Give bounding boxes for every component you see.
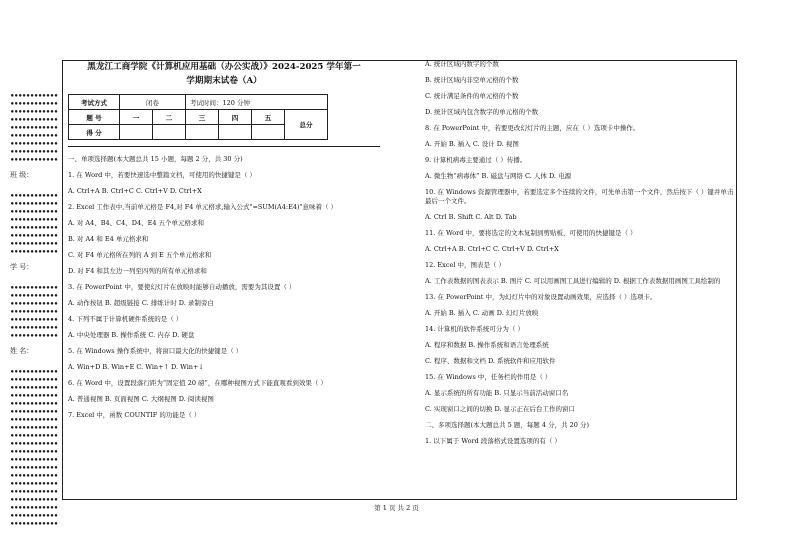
- question-line: A. 开始 B. 插入 C. 设计 D. 视图: [425, 140, 519, 148]
- question-line: 12. Excel 中，图表是（ ）: [425, 261, 506, 269]
- question-line: C. 统计满足条件的单元格的个数: [425, 92, 519, 100]
- score-table: [68, 94, 328, 140]
- question-line: 6. 在 Word 中，设置段落行距为“固定值 20 磅”，在哪种视图方式下能直观看到效果（ ）: [68, 379, 327, 387]
- question-line: 11. 在 Word 中，要将选定的文本复制到剪贴板，可使用的快捷键是（ ）: [425, 229, 637, 237]
- question-line: 15. 在 Windows 中，任务栏的作用是（ ）: [425, 373, 552, 381]
- exam-title: [68, 60, 380, 88]
- class-label: 班 级：: [10, 171, 34, 179]
- question-line: A. Win+D B. Win+E C. Win+↑ D. Win+↓: [68, 363, 204, 371]
- question-line: 2. Excel 工作表中,当前单元格是 F4,对 F4 单元格求,输入公式"=SUM(A4:E4)"意味着（ ）: [68, 203, 338, 211]
- score-cell: [186, 125, 219, 140]
- section-2: 二: [153, 110, 186, 125]
- section-5: 五: [252, 110, 285, 125]
- question-line: 7. Excel 中，函数 COUNTIF 的功能是（ ）: [68, 411, 201, 419]
- question-line: D. 统计区域内包含数字的单元格的个数: [425, 108, 539, 116]
- question-line: A. 中央处理器 B. 操作系统 C. 内存 D. 硬盘: [68, 331, 195, 339]
- question-line: A. 程序和数据 B. 操作系统和语言处理系统: [425, 341, 549, 349]
- method-value: 闭卷: [120, 95, 186, 110]
- question-line: 14. 计算机的软件系统可分为（ ）: [425, 325, 524, 333]
- student-id-label: 学 号：: [10, 263, 34, 271]
- question-line: 5. 在 Windows 操作系统中，将窗口最大化的快捷键是（ ）: [68, 347, 243, 355]
- cut-line: •••••••••••• •••••••••••• •••••••••••• •••••••••••• •••••••••••• •••••••••••• ••••••••••••: [10, 284, 58, 340]
- question-line: D. 对 F4 和其左边一列至四列的所有单元格求和: [68, 267, 207, 275]
- section-4: 四: [219, 110, 252, 125]
- score-cell: [219, 125, 252, 140]
- title-line-2: 学期期末试卷（A）: [186, 76, 262, 86]
- score-cell: [252, 125, 285, 140]
- score-cell: [153, 125, 186, 140]
- question-line: A. 普通视图 B. 页面视图 C. 大纲视图 D. 阅读视图: [68, 395, 214, 403]
- question-line: A. 统计区域内数字的个数: [425, 60, 499, 68]
- question-line: A. 对 A4、B4、C4、D4、E4 五个单元格求和: [68, 219, 205, 227]
- method-label: 考试方式: [69, 95, 120, 110]
- question-line: 13. 在 PowerPoint 中，为幻灯片中的对象设置动画效果，应选择（ ）选项卡。: [425, 293, 657, 301]
- cut-line: •••••••••••• •••••••••••• •••••••••••• •••••••••••• •••••••••••• •••••••••••• •••••••••••• ••••••••••••: [10, 192, 58, 256]
- binding-margin: [10, 92, 58, 528]
- question-line: A. Ctrl+A B. Ctrl+C C. Ctrl+V D. Ctrl+X: [425, 245, 559, 253]
- question-line: B. 统计区域内非空单元格的个数: [425, 76, 519, 84]
- question-line: A. Ctrl B. Shift C. Alt D. Tab: [425, 213, 517, 221]
- question-line: A. 工作表数据的图表表示 B. 图片 C. 可以用画图工具进行编辑的 D. 根据工作表数据用画图工具绘制的: [425, 277, 721, 285]
- question-line: A. Ctrl+A B. Ctrl+C C. Ctrl+V D. Ctrl+X: [68, 187, 202, 195]
- question-line: 3. 在 PowerPoint 中，要使幻灯片在放映时能够自动播放，需要为其设置（ ）: [68, 283, 296, 291]
- question-line: 10. 在 Windows 资源管理器中，若要选定多个连续的文件，可先单击第一个文件，然后按下（ ）键并单击最后一个文件。: [425, 188, 734, 205]
- time-label: 考试时间：120 分钟: [186, 95, 328, 110]
- title-line-1: 黑龙江工商学院《计算机应用基础（办公实战）》2024-2025 学年第一: [87, 62, 361, 72]
- section-3: 三: [186, 110, 219, 125]
- question-line: 8. 在 PowerPoint 中，若要更改幻灯片的主题，应在（ ）选项卡中操作。: [425, 124, 640, 132]
- question-no-label: 题 号: [69, 110, 120, 125]
- name-label: 姓 名：: [10, 347, 34, 355]
- question-line: B. 对 A4 和 E4 单元格求和: [68, 235, 149, 243]
- question-line: A. 动作按钮 B. 超级链接 C. 排练计时 D. 录制旁白: [68, 299, 214, 307]
- page-number: 第 1 页 共 2 页: [374, 504, 419, 512]
- question-line: 二、多项选择题(本大题总共 5 题，每题 4 分，共 20 分): [425, 421, 590, 429]
- question-line: 1. 以下属于 Word 段落格式设置选项的有（ ）: [425, 437, 561, 445]
- score-cell: [120, 125, 153, 140]
- question-line: A. 显示系统的所有功能 B. 只显示当前活动窗口名: [425, 389, 569, 397]
- question-line: 1. 在 Word 中，若要快速选中整篇文档，可使用的快捷键是（ ）: [68, 171, 256, 179]
- question-line: C. 程序、数据和文档 D. 系统软件和应用软件: [425, 357, 556, 365]
- left-column: [68, 60, 380, 427]
- question-line: C. 实现窗口之间的切换 D. 显示正在后台工作的窗口: [425, 405, 576, 413]
- question-line: 4. 下列不属于计算机硬件系统的是（ ）: [68, 315, 183, 323]
- right-column: [425, 60, 737, 453]
- question-line: C. 对 F4 单元格所在列的 A 到 E 五个单元格求和: [68, 251, 212, 259]
- cut-line: •••••••••••• •••••••••••• •••••••••••• •••••••••••• •••••••••••• •••••••••••• •••••••••••• •••••••••••• ••••••••••••: [10, 92, 58, 164]
- score-label: 得 分: [69, 125, 120, 140]
- question-line: 一、单项选择题(本大题总共 15 小题，每题 2 分，共 30 分): [68, 155, 243, 163]
- divider: [68, 146, 380, 147]
- question-line: 9. 计算机病毒主要通过（ ）传播。: [425, 156, 527, 164]
- section-1: 一: [120, 110, 153, 125]
- question-line: A. 开始 B. 插入 C. 动画 D. 幻灯片放映: [425, 309, 539, 317]
- total-label: 总分: [285, 110, 328, 140]
- question-line: A. 微生物“病毒体” B. 磁盘与网络 C. 人体 D. 电源: [425, 172, 572, 180]
- cut-line: •••••••••••• •••••••••••• •••••••••••• •••••••••••• •••••••••••• •••••••••••• •••••••••••• •••••••••••• •••••••••••• •••••••••••• •••••••••••• •••••••••••• •••••••••••• •••••••••••• •••••••••••• •••••••••••• •••••••••••• •••••••••••• •••••••••••• ••••••••••••: [10, 368, 58, 528]
